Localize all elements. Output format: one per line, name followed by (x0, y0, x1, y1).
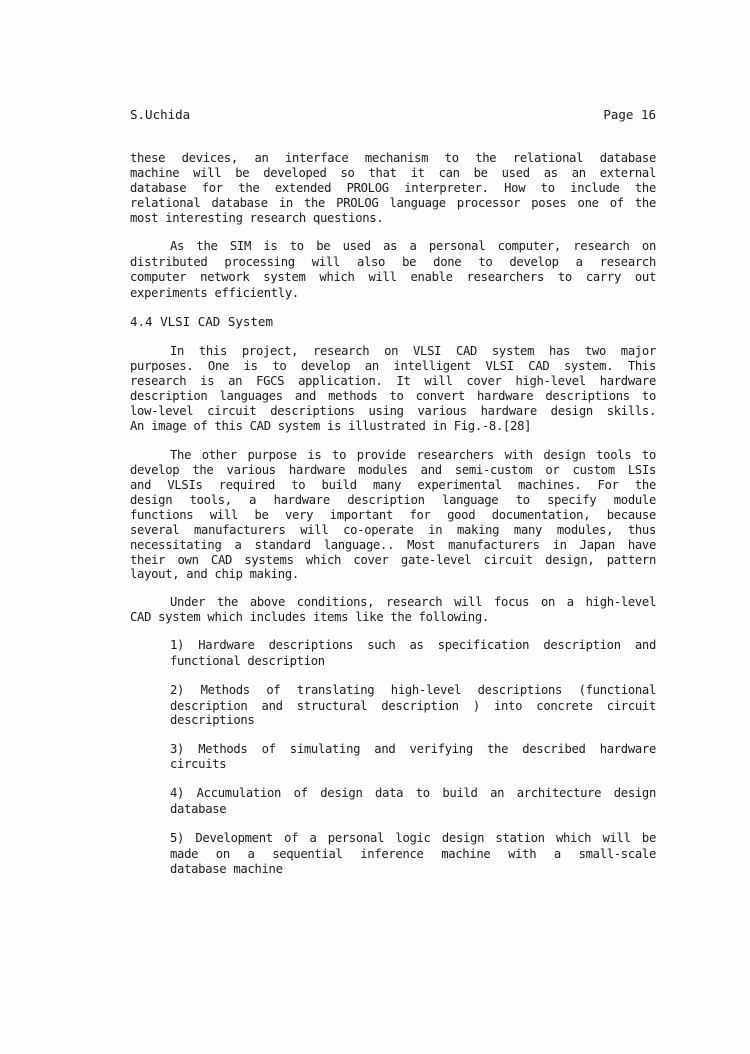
text-line: 2) Methods of translating high-level descriptions (functional (170, 683, 656, 697)
text-line: functions will be very important for good documentation, because (130, 508, 656, 522)
text-line: functional description (170, 654, 325, 668)
text-line: An image of this CAD system is illustrated in Fig.-8.[28] (130, 419, 532, 433)
text-line: purposes. One is to develop an intelligent VLSI CAD system. This (130, 359, 656, 373)
text-line: necessitating a standard language.. Most manufacturers in Japan have (130, 538, 656, 552)
text-line: Under the above conditions, research will focus on a high-level (170, 595, 656, 609)
text-line: their own CAD systems which cover gate-level circuit design, pattern (130, 553, 656, 567)
text-line: CAD system which includes items like the following. (130, 610, 489, 624)
text-line: description and structural description ) into concrete circuit (170, 699, 656, 713)
text-line: In this project, research on VLSI CAD system has two major (170, 344, 656, 358)
text-line: computer network system which will enable researchers to carry out (130, 270, 656, 284)
text-line: low-level circuit descriptions using various hardware design skills. (130, 404, 656, 418)
text-line: and VLSIs required to build many experimental machines. For the (130, 478, 656, 492)
text-line: most interesting research questions. (130, 211, 384, 225)
text-line: made on a sequential inference machine with a small-scale (170, 847, 656, 861)
text-line: several manufacturers will co-operate in making many modules, thus (130, 523, 656, 537)
text-line: database machine (170, 862, 283, 876)
text-line: database (170, 802, 227, 816)
header-author: S.Uchida (130, 107, 191, 122)
text-line: descriptions (170, 713, 255, 727)
text-line: description languages and methods to convert hardware descriptions to (130, 389, 656, 403)
text-line: 4) Accumulation of design data to build an architecture design (170, 786, 656, 800)
text-line: relational database in the PROLOG language processor poses one of the (130, 196, 656, 210)
text-line: distributed processing will also be done to develop a research (130, 255, 656, 269)
text-line: 1) Hardware descriptions such as specification description and (170, 638, 656, 652)
text-line: 3) Methods of simulating and verifying the described hardware (170, 742, 656, 756)
text-line: database for the extended PROLOG interpreter. How to include the (130, 181, 656, 195)
header-page-number: Page 16 (603, 107, 656, 122)
text-line: As the SIM is to be used as a personal computer, research on (170, 239, 656, 253)
section-heading: 4.4 VLSI CAD System (130, 314, 273, 329)
text-line: 5) Development of a personal logic design station which will be (170, 831, 656, 845)
text-line: develop the various hardware modules and semi-custom or custom LSIs (130, 463, 656, 477)
text-line: research is an FGCS application. It will cover high-level hardware (130, 374, 656, 388)
text-line: The other purpose is to provide researchers with design tools to (170, 448, 656, 462)
text-line: layout, and chip making. (130, 567, 299, 581)
text-line: machine will be developed so that it can be used as an external (130, 166, 656, 180)
text-line: circuits (170, 757, 227, 771)
text-line: experiments efficiently. (130, 286, 299, 300)
text-line: these devices, an interface mechanism to the relational database (130, 151, 656, 165)
text-line: design tools, a hardware description language to specify module (130, 493, 656, 507)
